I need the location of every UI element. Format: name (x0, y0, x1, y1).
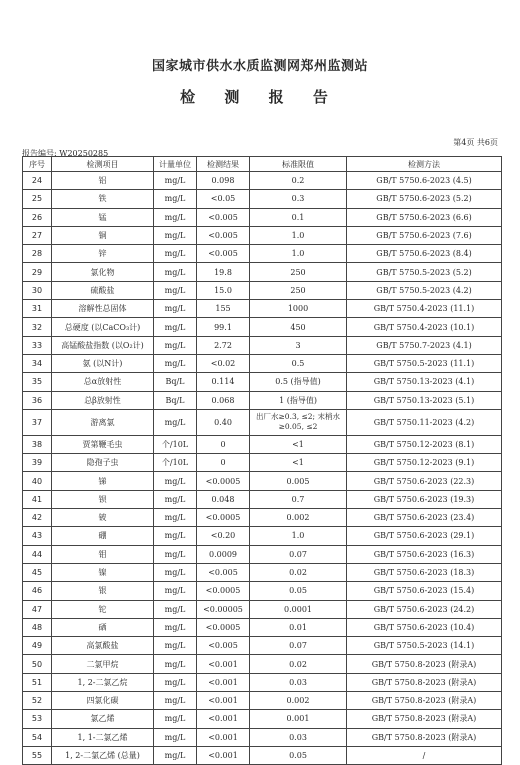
cell-limit: 0.05 (250, 582, 347, 600)
cell-limit: 0.02 (250, 655, 347, 673)
cell-seq: 24 (23, 172, 52, 190)
cell-method: GB/T 5750.5-2023 (5.2) (347, 263, 502, 281)
cell-seq: 27 (23, 226, 52, 244)
cell-result: <0.005 (197, 208, 250, 226)
cell-unit: mg/L (154, 637, 197, 655)
organization-name: 国家城市供水水质监测网郑州监测站 (151, 59, 368, 74)
cell-unit: mg/L (154, 336, 197, 354)
header-seq: 序号 (23, 157, 52, 172)
cell-method: GB/T 5750.8-2023 (附录A) (347, 710, 502, 728)
table-row (23, 673, 502, 691)
cell-result: <0.001 (197, 655, 250, 673)
cell-method: GB/T 5750.6-2023 (7.6) (347, 226, 502, 244)
cell-item: 钼 (52, 545, 154, 563)
cell-limit: 0.2 (250, 172, 347, 190)
cell-item: 锰 (52, 208, 154, 226)
cell-unit: mg/L (154, 300, 197, 318)
table-row (23, 655, 502, 673)
cell-unit: mg/L (154, 172, 197, 190)
cell-seq: 34 (23, 354, 52, 372)
table-row (23, 545, 502, 563)
cell-seq: 54 (23, 728, 52, 746)
cell-method: GB/T 5750.8-2023 (附录A) (347, 728, 502, 746)
cell-result: <0.001 (197, 692, 250, 710)
table-row (23, 208, 502, 226)
cell-unit: mg/L (154, 354, 197, 372)
cell-unit: mg/L (154, 281, 197, 299)
cell-seq: 33 (23, 336, 52, 354)
cell-method: GB/T 5750.5-2023 (14.1) (347, 637, 502, 655)
cell-item: 高氯酸盐 (52, 637, 154, 655)
cell-unit: mg/L (154, 409, 197, 435)
report-number: 报告编号: W20250285 (22, 149, 109, 158)
cell-unit: mg/L (154, 509, 197, 527)
cell-seq: 29 (23, 263, 52, 281)
cell-method: GB/T 5750.6-2023 (18.3) (347, 563, 502, 581)
cell-limit: 1.0 (250, 245, 347, 263)
cell-limit: <1 (250, 454, 347, 472)
cell-limit: 0.01 (250, 618, 347, 636)
cell-result: 0.048 (197, 490, 250, 508)
table-row (23, 318, 502, 336)
table-row (23, 373, 502, 391)
cell-seq: 32 (23, 318, 52, 336)
cell-result: <0.0005 (197, 472, 250, 490)
cell-item: 总α放射性 (52, 373, 154, 391)
header-limit: 标准限值 (250, 157, 347, 172)
cell-limit: 0.7 (250, 490, 347, 508)
cell-method: GB/T 5750.8-2023 (附录A) (347, 673, 502, 691)
cell-item: 锑 (52, 472, 154, 490)
cell-limit: 0.0001 (250, 600, 347, 618)
cell-seq: 31 (23, 300, 52, 318)
cell-method: GB/T 5750.6-2023 (23.4) (347, 509, 502, 527)
cell-seq: 25 (23, 190, 52, 208)
table-row (23, 692, 502, 710)
cell-result: <0.05 (197, 190, 250, 208)
table-row (23, 472, 502, 490)
cell-result: <0.00005 (197, 600, 250, 618)
cell-seq: 46 (23, 582, 52, 600)
cell-item: 硒 (52, 618, 154, 636)
cell-method: GB/T 5750.6-2023 (29.1) (347, 527, 502, 545)
cell-limit: 0.1 (250, 208, 347, 226)
cell-result: <0.001 (197, 710, 250, 728)
cell-item: 隐孢子虫 (52, 454, 154, 472)
table-row (23, 391, 502, 409)
cell-item: 贾第鞭毛虫 (52, 435, 154, 453)
cell-method: GB/T 5750.12-2023 (8.1) (347, 435, 502, 453)
cell-method: GB/T 5750.4-2023 (11.1) (347, 300, 502, 318)
cell-result: <0.005 (197, 226, 250, 244)
cell-unit: mg/L (154, 655, 197, 673)
cell-result: 99.1 (197, 318, 250, 336)
cell-item: 1, 2-二氯乙烷 (52, 673, 154, 691)
cell-limit: <1 (250, 435, 347, 453)
cell-unit: mg/L (154, 245, 197, 263)
table-row (23, 454, 502, 472)
cell-seq: 28 (23, 245, 52, 263)
cell-item: 1, 1-二氯乙烯 (52, 728, 154, 746)
cell-unit: mg/L (154, 563, 197, 581)
table-row (23, 281, 502, 299)
cell-result: 15.0 (197, 281, 250, 299)
cell-item: 铁 (52, 190, 154, 208)
cell-unit: mg/L (154, 318, 197, 336)
cell-unit: mg/L (154, 728, 197, 746)
cell-item: 银 (52, 582, 154, 600)
cell-item: 高锰酸盐指数 (以O₂计) (52, 336, 154, 354)
cell-limit: 0.07 (250, 637, 347, 655)
cell-result: 2.72 (197, 336, 250, 354)
cell-result: 0.068 (197, 391, 250, 409)
cell-item: 锌 (52, 245, 154, 263)
table-row (23, 637, 502, 655)
cell-item: 铍 (52, 509, 154, 527)
cell-result: 19.8 (197, 263, 250, 281)
cell-item: 铜 (52, 226, 154, 244)
header-method: 检测方法 (347, 157, 502, 172)
cell-result: 0.114 (197, 373, 250, 391)
cell-limit: 0.002 (250, 509, 347, 527)
table-row (23, 172, 502, 190)
cell-limit: 1 (指导值) (250, 391, 347, 409)
header-result: 检测结果 (197, 157, 250, 172)
cell-item: 四氯化碳 (52, 692, 154, 710)
cell-limit: 1000 (250, 300, 347, 318)
cell-seq: 52 (23, 692, 52, 710)
cell-result: <0.001 (197, 728, 250, 746)
table-row (23, 509, 502, 527)
cell-seq: 51 (23, 673, 52, 691)
cell-method: GB/T 5750.7-2023 (4.1) (347, 336, 502, 354)
cell-seq: 45 (23, 563, 52, 581)
cell-seq: 37 (23, 409, 52, 435)
cell-limit: 0.001 (250, 710, 347, 728)
cell-method: GB/T 5750.5-2023 (4.2) (347, 281, 502, 299)
cell-item: 氯乙烯 (52, 710, 154, 728)
cell-item: 氯化物 (52, 263, 154, 281)
cell-item: 铊 (52, 600, 154, 618)
cell-item: 钡 (52, 490, 154, 508)
cell-limit: 250 (250, 263, 347, 281)
cell-unit: Bq/L (154, 391, 197, 409)
cell-item: 氨 (以N计) (52, 354, 154, 372)
cell-result: <0.005 (197, 637, 250, 655)
cell-seq: 43 (23, 527, 52, 545)
table-header-row (23, 157, 502, 172)
cell-item: 总硬度 (以CaCO₃计) (52, 318, 154, 336)
cell-unit: 个/10L (154, 454, 197, 472)
cell-method: GB/T 5750.13-2023 (5.1) (347, 391, 502, 409)
cell-unit: 个/10L (154, 435, 197, 453)
cell-unit: mg/L (154, 527, 197, 545)
table-row (23, 710, 502, 728)
cell-method: GB/T 5750.6-2023 (6.6) (347, 208, 502, 226)
cell-seq: 47 (23, 600, 52, 618)
cell-method: GB/T 5750.5-2023 (11.1) (347, 354, 502, 372)
table-row (23, 728, 502, 746)
cell-result: <0.001 (197, 673, 250, 691)
page-info: 第4页 共6页 (453, 138, 498, 147)
table-row (23, 490, 502, 508)
cell-seq: 35 (23, 373, 52, 391)
cell-unit: Bq/L (154, 373, 197, 391)
cell-method: GB/T 5750.13-2023 (4.1) (347, 373, 502, 391)
cell-result: <0.20 (197, 527, 250, 545)
cell-result: 155 (197, 300, 250, 318)
table-row (23, 354, 502, 372)
cell-unit: mg/L (154, 618, 197, 636)
cell-seq: 44 (23, 545, 52, 563)
cell-unit: mg/L (154, 582, 197, 600)
cell-limit: 1.0 (250, 527, 347, 545)
cell-unit: mg/L (154, 545, 197, 563)
cell-limit: 0.07 (250, 545, 347, 563)
cell-item: 铝 (52, 172, 154, 190)
header-item: 检测项目 (52, 157, 154, 172)
cell-item: 溶解性总固体 (52, 300, 154, 318)
cell-limit: 450 (250, 318, 347, 336)
cell-seq: 40 (23, 472, 52, 490)
cell-method: GB/T 5750.6-2023 (5.2) (347, 190, 502, 208)
cell-limit: 0.05 (250, 746, 347, 764)
cell-result: <0.02 (197, 354, 250, 372)
table-row (23, 563, 502, 581)
results-table (22, 156, 502, 765)
cell-method: / (347, 746, 502, 764)
cell-limit: 3 (250, 336, 347, 354)
cell-result: <0.005 (197, 245, 250, 263)
table-row (23, 618, 502, 636)
cell-method: GB/T 5750.11-2023 (4.2) (347, 409, 502, 435)
cell-method: GB/T 5750.8-2023 (附录A) (347, 655, 502, 673)
cell-result: 0.098 (197, 172, 250, 190)
cell-result: 0 (197, 435, 250, 453)
cell-method: GB/T 5750.4-2023 (10.1) (347, 318, 502, 336)
cell-item: 硫酸盐 (52, 281, 154, 299)
cell-method: GB/T 5750.6-2023 (4.5) (347, 172, 502, 190)
cell-item: 镍 (52, 563, 154, 581)
cell-method: GB/T 5750.6-2023 (19.3) (347, 490, 502, 508)
table-row (23, 527, 502, 545)
cell-unit: mg/L (154, 472, 197, 490)
cell-result: <0.0005 (197, 618, 250, 636)
table-row (23, 263, 502, 281)
cell-unit: mg/L (154, 673, 197, 691)
cell-limit: 0.002 (250, 692, 347, 710)
cell-limit: 出厂水≥0.3, ≤2; 末梢水≥0.05, ≤2 (250, 409, 347, 435)
table-row (23, 409, 502, 435)
cell-item: 游离氯 (52, 409, 154, 435)
cell-item: 二氯甲烷 (52, 655, 154, 673)
cell-seq: 39 (23, 454, 52, 472)
cell-unit: mg/L (154, 490, 197, 508)
cell-seq: 49 (23, 637, 52, 655)
cell-limit: 0.3 (250, 190, 347, 208)
cell-unit: mg/L (154, 190, 197, 208)
table-row (23, 245, 502, 263)
cell-unit: mg/L (154, 692, 197, 710)
cell-limit: 0.02 (250, 563, 347, 581)
cell-seq: 48 (23, 618, 52, 636)
cell-item: 总β放射性 (52, 391, 154, 409)
table-row (23, 300, 502, 318)
table-body (23, 172, 502, 765)
table-row (23, 435, 502, 453)
cell-result: 0 (197, 454, 250, 472)
cell-seq: 55 (23, 746, 52, 764)
cell-result: <0.0005 (197, 582, 250, 600)
cell-seq: 36 (23, 391, 52, 409)
cell-seq: 30 (23, 281, 52, 299)
header-unit: 计量单位 (154, 157, 197, 172)
cell-method: GB/T 5750.6-2023 (16.3) (347, 545, 502, 563)
table-row (23, 582, 502, 600)
cell-unit: mg/L (154, 208, 197, 226)
cell-method: GB/T 5750.6-2023 (15.4) (347, 582, 502, 600)
cell-result: <0.0005 (197, 509, 250, 527)
cell-method: GB/T 5750.6-2023 (8.4) (347, 245, 502, 263)
cell-method: GB/T 5750.12-2023 (9.1) (347, 454, 502, 472)
cell-seq: 50 (23, 655, 52, 673)
cell-seq: 41 (23, 490, 52, 508)
cell-limit: 0.005 (250, 472, 347, 490)
cell-method: GB/T 5750.6-2023 (22.3) (347, 472, 502, 490)
table-row (23, 226, 502, 244)
cell-method: GB/T 5750.8-2023 (附录A) (347, 692, 502, 710)
cell-unit: mg/L (154, 710, 197, 728)
cell-result: <0.001 (197, 746, 250, 764)
cell-limit: 0.03 (250, 673, 347, 691)
cell-result: <0.005 (197, 563, 250, 581)
cell-limit: 0.5 (指导值) (250, 373, 347, 391)
table-row (23, 600, 502, 618)
cell-method: GB/T 5750.6-2023 (10.4) (347, 618, 502, 636)
cell-unit: mg/L (154, 746, 197, 764)
cell-limit: 0.03 (250, 728, 347, 746)
cell-seq: 53 (23, 710, 52, 728)
cell-item: 硼 (52, 527, 154, 545)
cell-unit: mg/L (154, 226, 197, 244)
cell-unit: mg/L (154, 263, 197, 281)
cell-result: 0.0009 (197, 545, 250, 563)
cell-result: 0.40 (197, 409, 250, 435)
cell-seq: 38 (23, 435, 52, 453)
table-row (23, 746, 502, 764)
cell-seq: 26 (23, 208, 52, 226)
cell-limit: 1.0 (250, 226, 347, 244)
report-title: 检 测 报 告 (180, 88, 340, 106)
cell-limit: 250 (250, 281, 347, 299)
cell-limit: 0.5 (250, 354, 347, 372)
cell-seq: 42 (23, 509, 52, 527)
table-row (23, 336, 502, 354)
cell-unit: mg/L (154, 600, 197, 618)
cell-item: 1, 2-二氯乙烯 (总量) (52, 746, 154, 764)
table-row (23, 190, 502, 208)
cell-method: GB/T 5750.6-2023 (24.2) (347, 600, 502, 618)
